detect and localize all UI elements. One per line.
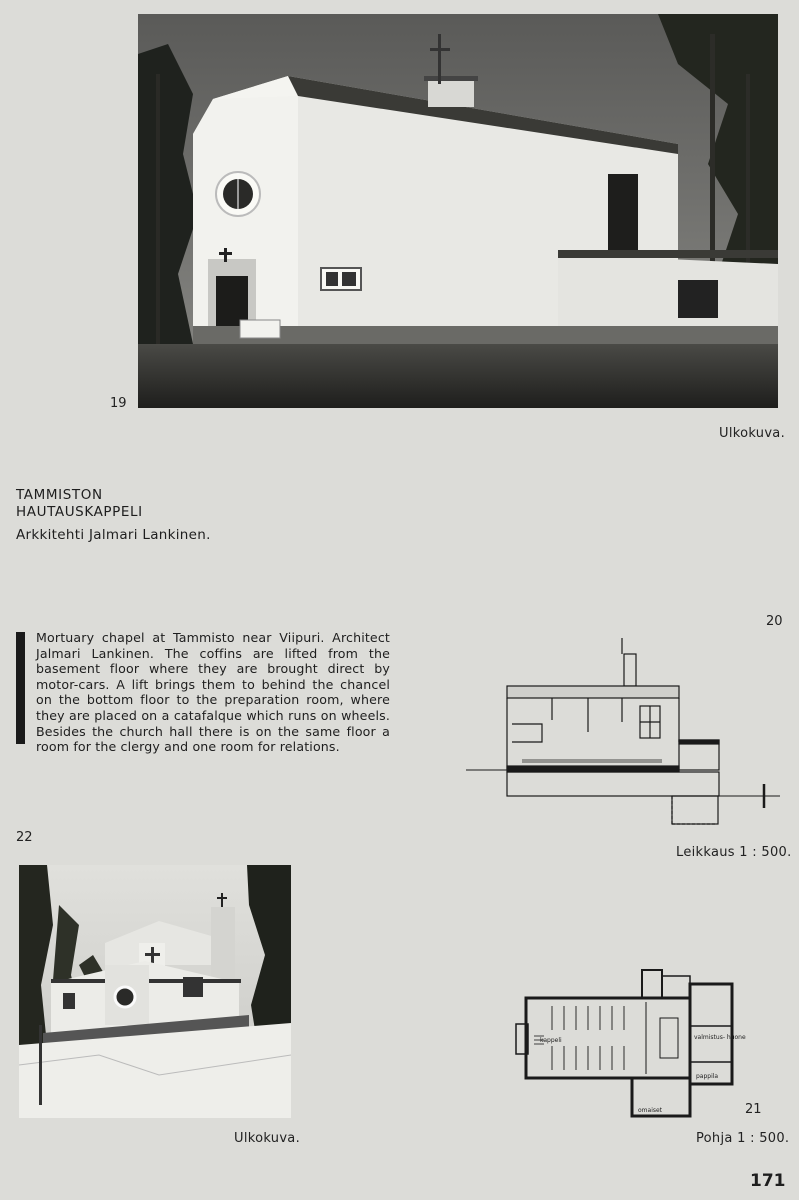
- plan-label-room: pappila: [696, 1073, 719, 1080]
- exterior-photo-main: [138, 14, 778, 408]
- figure-number-21: 21: [745, 1102, 762, 1117]
- floor-plan-drawing: [512, 966, 746, 1120]
- english-summary: [36, 630, 390, 755]
- plan-label-chapel: kappeli: [540, 1037, 562, 1044]
- figure-19-caption: Ulkokuva.: [719, 426, 786, 441]
- article-title-line2: HAUTAUSKAPPELI: [16, 504, 143, 520]
- plan-label-relatives: omaiset: [638, 1107, 663, 1114]
- architect-credit: Arkkitehti Jalmari Lankinen.: [16, 527, 211, 543]
- figure-number-19: 19: [110, 396, 127, 411]
- exterior-photo-hillside: [19, 865, 291, 1118]
- figure-22-caption: Ulkokuva.: [234, 1131, 301, 1146]
- figure-number-20: 20: [766, 614, 783, 629]
- figure-21-caption: Pohja 1 : 500.: [696, 1131, 790, 1146]
- english-summary-text: Mortuary chapel at Tammisto near Viipuri. Architect Jalmari Lankinen. The coffins are lifted from the basement floor where they are brought direct by motor-cars. A lift brings them to behind the chancel on the bottom floor to the preparation room, where they are placed on a catafalque which runs on wheels. Besides the church hall there is on the same floor a room for the clergy and one room for relations.: [36, 630, 390, 755]
- section-drawing: [462, 632, 782, 832]
- figure-number-22: 22: [16, 830, 33, 845]
- figure-20-caption: Leikkaus 1 : 500.: [676, 845, 792, 860]
- plan-label-preparation: valmistus- huone: [694, 1034, 746, 1041]
- summary-marker-bar: [16, 632, 25, 744]
- article-title: [16, 487, 211, 544]
- article-title-line1: TAMMISTON: [16, 487, 103, 503]
- page-number: 171: [750, 1171, 786, 1191]
